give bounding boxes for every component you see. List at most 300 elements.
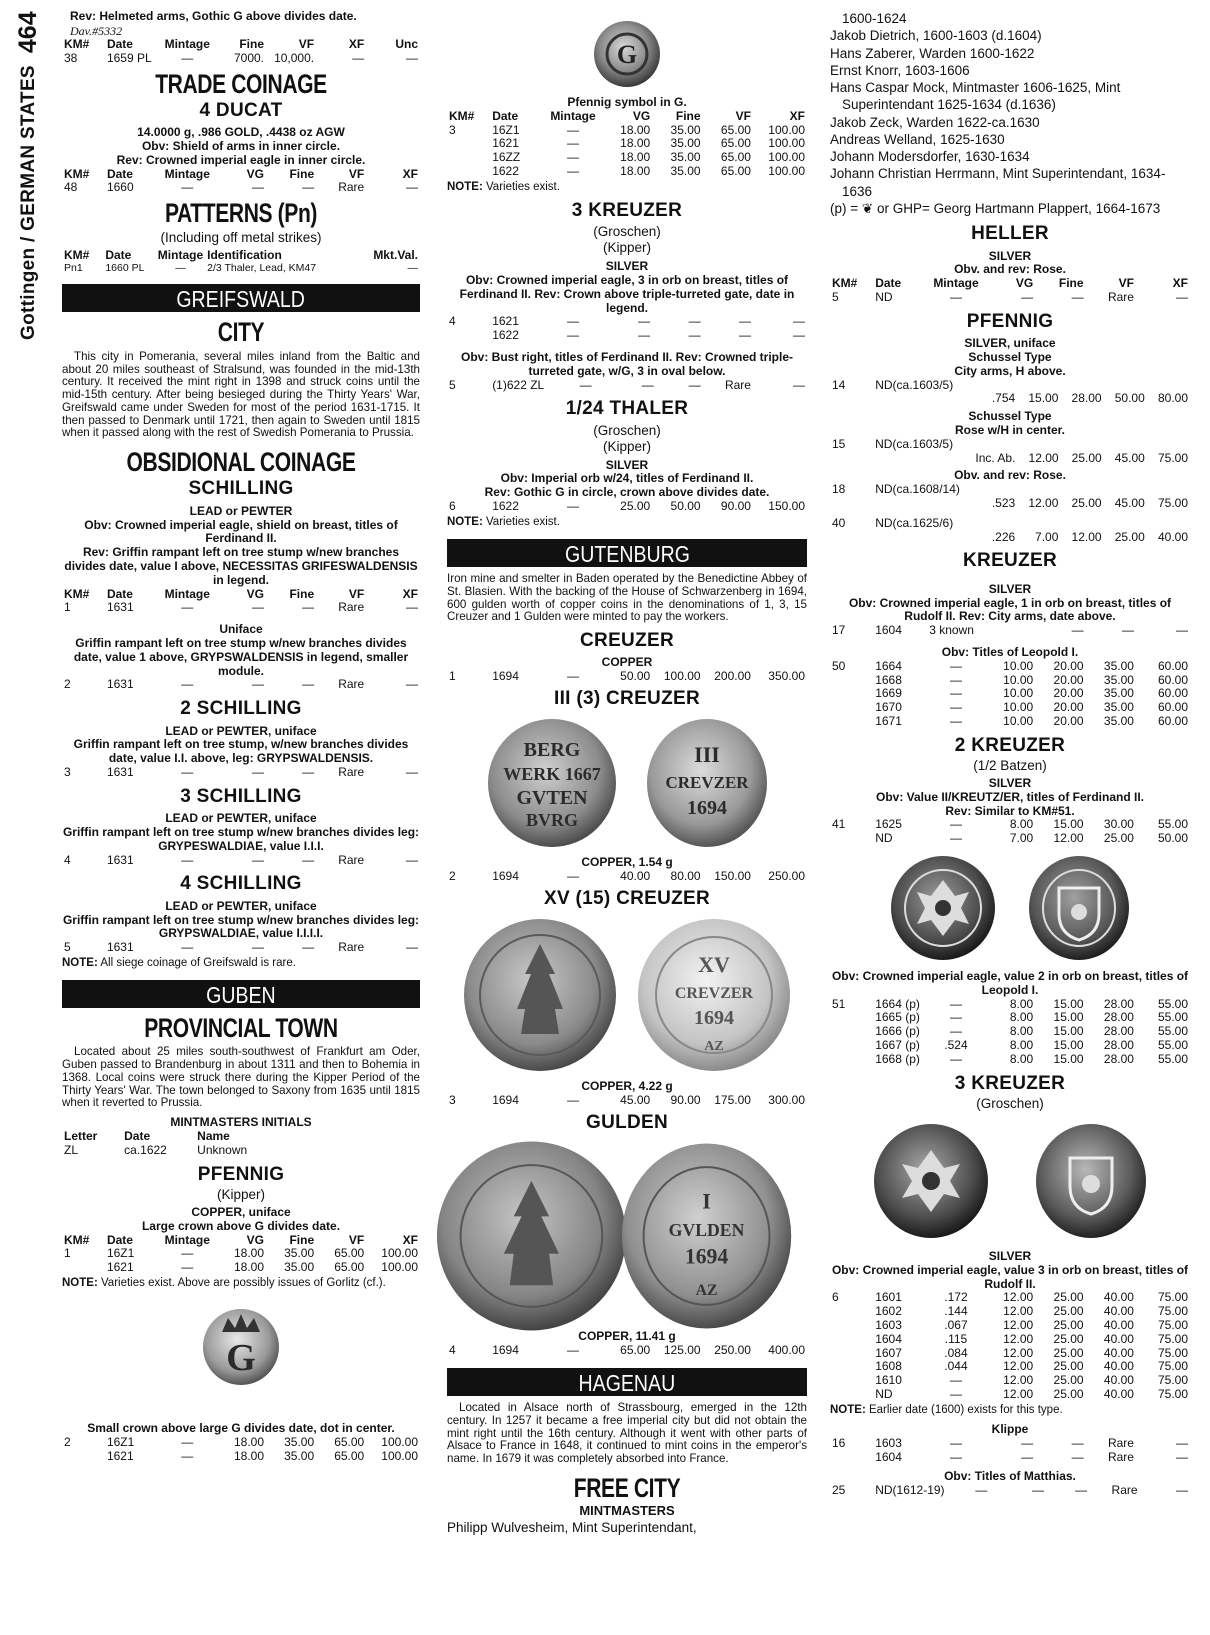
table-header-cell: KM#: [64, 36, 90, 51]
table-header-cell: XF: [402, 166, 418, 181]
table-row: [830, 1025, 1190, 1039]
table-header-row: [62, 38, 420, 52]
varieties-note: NOTE: Varieties exist.: [447, 180, 560, 193]
table-cell: [830, 1319, 873, 1333]
table-row: [830, 1011, 1190, 1025]
table-cell: —: [181, 180, 194, 195]
two-kreuzer-images: [830, 852, 1190, 964]
table-row: [447, 1094, 807, 1108]
table-gutenburg-km3: [447, 1094, 807, 1108]
table-row: [830, 1291, 1190, 1305]
mintmaster-item: Ernst Knorr, 1603-1606: [830, 62, 970, 78]
table-header-cell: Mintage: [933, 276, 979, 291]
table-cell: 10.00: [1003, 672, 1034, 687]
table-cell: 1603: [875, 1317, 902, 1332]
table-cell: —: [949, 1435, 962, 1450]
table-header-cell: Mintage: [157, 247, 204, 262]
table-cell: 50.00: [1157, 831, 1188, 846]
table-cell: —: [688, 328, 701, 343]
table-cell: —: [688, 377, 701, 392]
table-cell: 60.00: [1157, 672, 1188, 687]
table-cell: 1604: [875, 623, 902, 638]
table-cell: 250.00: [714, 1343, 751, 1358]
heller-description: SILVER Obv. and rev: Rose.: [954, 248, 1066, 277]
table-cell: 65.00: [620, 1343, 651, 1358]
table-km18: [830, 483, 1190, 511]
table-row: [447, 870, 807, 884]
table-cell: 8.00: [1009, 1024, 1034, 1039]
table-cell: —: [579, 377, 592, 392]
table-cell: [62, 1450, 105, 1464]
table-cell: 1601: [875, 1290, 902, 1305]
table-guben-km3: [447, 110, 807, 179]
table-cell: 80.00: [670, 869, 701, 884]
table-guben-km1: [62, 1234, 420, 1275]
table-cell: 35.00: [1103, 658, 1134, 673]
table-cell: 18.00: [233, 1448, 265, 1463]
table-cell: 175.00: [714, 1093, 751, 1108]
table-cell: Rare: [338, 852, 365, 867]
table-cell: Rare: [1107, 1449, 1134, 1464]
table-cell: [447, 329, 490, 343]
gutenburg-history: Iron mine and smelter in Baden operated by the Benedictine Abbey of St. Blasien. With the backing of the House of Schwarzenberg in 1694, 600 gulden worth of copper coins in the denominations of 1, 3, 15 Creuzer and 1 Gulden were minted to pay the workers.: [447, 572, 807, 624]
table-header-cell: VG: [246, 166, 265, 181]
table-cell: 1: [64, 1246, 71, 1261]
table-cell: 1694: [492, 1343, 519, 1358]
table-cell: 100.00: [768, 122, 805, 137]
table-header-cell: VF: [348, 586, 365, 601]
table-cell: 14: [832, 377, 846, 392]
table-cell: 200.00: [714, 669, 751, 684]
table-cell: 20.00: [1053, 713, 1084, 728]
table-cell: —: [793, 314, 805, 329]
table-cell: [447, 151, 490, 165]
table-cell: —: [566, 1343, 579, 1358]
table-cell: 12.00: [1071, 529, 1102, 544]
table-cell: —: [181, 1246, 194, 1261]
table-cell: —: [1075, 1483, 1088, 1498]
table-row: [62, 181, 420, 195]
table-cell: —: [566, 122, 579, 137]
table-cell: 65.00: [334, 1260, 365, 1275]
table-cell: 1631: [106, 940, 134, 955]
table-cell: 75.00: [1157, 1331, 1188, 1346]
table-cell: 1621: [106, 1260, 134, 1275]
table-cell: 60.00: [1157, 658, 1188, 673]
table-cell: 1621: [106, 1448, 134, 1463]
table-cell: .226: [991, 529, 1016, 544]
table-header-cell: Date: [106, 166, 133, 181]
table-cell: 75.00: [1157, 1359, 1188, 1374]
table-cell: Rare: [338, 180, 365, 195]
table-cell: —: [181, 677, 194, 692]
table-cell: 12.00: [1003, 1331, 1034, 1346]
table-cell: 90.00: [670, 1093, 701, 1108]
table-cell: —: [793, 328, 805, 343]
table-cell: 8.00: [1009, 1010, 1034, 1025]
two-schilling-description: LEAD or PEWTER, uniface Griffin rampant left on tree stump, w/new branches divides date, value I.I. above, leg: GRYPSWALDENSIS.: [73, 723, 409, 766]
two-kreuzer-sub: (1/2 Batzen): [973, 758, 1047, 774]
table-header-cell: KM#: [64, 586, 90, 601]
table-cell: 1607: [875, 1345, 902, 1360]
table-cell: —: [949, 817, 962, 832]
table-cell: 1671: [875, 713, 902, 728]
table-row: [62, 1144, 277, 1158]
table-guben-km5: [447, 379, 807, 393]
table-cell: —: [949, 1373, 962, 1388]
table-cell: 1669: [875, 686, 902, 701]
table-row: [830, 291, 1190, 305]
table-cell: 5: [449, 377, 456, 392]
table-cell: 20.00: [1053, 686, 1084, 701]
table-header-row: [62, 168, 420, 182]
table-cell: 25.00: [1053, 1373, 1084, 1388]
matthias-description: Obv: Titles of Matthias.: [944, 1469, 1076, 1484]
table-cell: 4: [64, 852, 71, 867]
table-cell: 1665 (p): [875, 1010, 920, 1025]
three-kreuzer-heading: 3 KREUZER: [571, 200, 683, 221]
table-cell: ND(ca.1625/6): [875, 515, 954, 530]
table-cell: 12.00: [1028, 495, 1059, 510]
table-cell: —: [181, 600, 194, 615]
table-cell: 7000.: [233, 50, 265, 65]
table-cell: —: [252, 180, 265, 195]
table-row: [830, 715, 1190, 729]
table-row: [830, 452, 1190, 466]
free-city-heading: FREE CITY: [573, 1472, 681, 1503]
mintmasters-initials-heading: MINTMASTERS INITIALS: [170, 1115, 312, 1130]
column-2: [447, 10, 807, 1536]
table-cell: 5: [64, 940, 71, 955]
table-cell: [62, 1261, 105, 1275]
table-cell: [830, 1388, 873, 1402]
table-cell: 18.00: [233, 1434, 265, 1449]
table-cell: —: [566, 869, 579, 884]
table-cell: Rare: [338, 677, 365, 692]
table-km14: [830, 379, 1190, 407]
svg-text:BERG: BERG: [523, 739, 581, 762]
table-cell: 65.00: [334, 1448, 365, 1463]
two-kreuzer-obverse: [887, 852, 999, 964]
table-cell: —: [566, 328, 579, 343]
guben-banner: GUBEN: [62, 980, 420, 1008]
table-header-cell: Mkt.Val.: [373, 247, 418, 262]
bust-description: Obv: Bust right, titles of Ferdinand II. Rev: Crowned triple-turreted gate, w/G, 3 in oval below.: [460, 350, 793, 378]
table-cell: [830, 1053, 873, 1067]
table-cell: [830, 715, 873, 729]
three-schilling-description: LEAD or PEWTER, uniface Griffin rampant left on tree stump w/new branches divides leg: GRYPESWALDIAE, value I.I.I.: [62, 811, 420, 853]
mintmaster-item: (p) = ❦ or GHP= Georg Hartmann Plappert, 1664-1673: [830, 200, 1161, 216]
table-header-row: [830, 277, 1190, 291]
table-cell: —: [1071, 1435, 1084, 1450]
table-cell: .115: [944, 1331, 968, 1346]
table-cell: 75.00: [1157, 450, 1188, 465]
gutenburg-banner: GUTENBURG: [447, 539, 807, 567]
pfennig-heading-3: PFENNIG: [966, 310, 1054, 332]
table-cell: 18.00: [620, 136, 651, 151]
table-cell: 65.00: [334, 1246, 365, 1261]
table-cell: —: [1176, 289, 1188, 304]
table-cell: 1625: [875, 817, 902, 832]
table-cell: 1622: [492, 499, 519, 514]
table-cell: 65.00: [720, 136, 751, 151]
table-cell: —: [949, 700, 962, 715]
table-cell: .524: [944, 1038, 968, 1053]
table-km17: [830, 624, 1190, 638]
table-km51: [830, 998, 1190, 1067]
table-cell: 30.00: [1103, 817, 1134, 832]
thaler-description: SILVER Obv: Imperial orb w/24, titles of Ferdinand II. Rev: Gothic G in circle, crown above divides date.: [484, 457, 770, 500]
table-header-cell: VG: [246, 1232, 265, 1247]
table-cell: 12.00: [1003, 1317, 1034, 1332]
table-cell: 1660: [106, 180, 134, 195]
table-cell: 45.00: [1114, 450, 1145, 465]
table-cell: 25.00: [1103, 831, 1134, 846]
table-header-cell: Unc: [395, 36, 418, 51]
table-header-cell: KM#: [64, 166, 90, 181]
table-cell: —: [793, 377, 805, 392]
table-row: [830, 1053, 1190, 1067]
table-cell: 6: [449, 499, 456, 514]
table-cell: —: [949, 1010, 962, 1025]
table-cell: 1610: [875, 1373, 902, 1388]
table-header-cell: XF: [402, 586, 418, 601]
table-cell: Inc. Ab.: [975, 450, 1016, 465]
xv-creuzer-heading: XV (15) CREUZER: [543, 888, 711, 910]
table-cell: 1664 (p): [875, 996, 920, 1011]
table-cell: [830, 1451, 873, 1465]
table-cell: —: [1031, 1483, 1044, 1498]
table-row: [830, 674, 1190, 688]
table-cell: 75.00: [1157, 1317, 1188, 1332]
table-row: [447, 315, 807, 329]
table-cell: [830, 1011, 873, 1025]
table-cell: 100.00: [768, 150, 805, 165]
three-schilling-heading: 3 SCHILLING: [180, 785, 302, 807]
table-cell: [447, 137, 490, 151]
table-cell: .084: [944, 1345, 968, 1360]
table-cell: —: [949, 289, 962, 304]
table-cell: 10.00: [1003, 686, 1034, 701]
kreuzer-heading: KREUZER: [963, 550, 1057, 572]
table-cell: 65.00: [720, 163, 751, 178]
table-header-cell: KM#: [832, 276, 858, 291]
table-km41: [830, 818, 1190, 846]
obsidional-heading: OBSIDIONAL COINAGE: [126, 447, 356, 477]
svg-text:G: G: [616, 40, 638, 69]
table-cell: [830, 1374, 873, 1388]
table-row: [62, 262, 420, 274]
table-header-cell: VG: [1015, 276, 1034, 291]
table-cell: Rare: [338, 764, 365, 779]
thaler-sub2: (Kipper): [602, 438, 651, 454]
table-cell: 16Z1: [106, 1434, 135, 1449]
table-cell: 38: [64, 50, 78, 65]
table-cell: 12.00: [1053, 831, 1084, 846]
table-cell: —: [1071, 1449, 1084, 1464]
klippe-heading: Klippe: [991, 1421, 1029, 1436]
hagenau-history: Located in Alsace north of Strassbourg, emerged in the 12th century. In 1257 it became a free imperial city but did not obtain the mint right until the 16th century. Although it went with other parts of Alsace to France in 1648, it continued to mint coins in the emperor's name. In 1679 it was completely absorbed into France.: [447, 1401, 807, 1466]
table-cell: 35.00: [1103, 700, 1134, 715]
table-cell: ND: [875, 831, 893, 846]
table-km50: [830, 660, 1190, 729]
table-cell: 28.00: [1103, 1051, 1134, 1066]
table-cell: 40.00: [1103, 1331, 1134, 1346]
table-cell: 100.00: [381, 1434, 418, 1449]
table-cell: 1694: [492, 669, 519, 684]
table-cell: 100.00: [768, 163, 805, 178]
mintmaster-item: Jakob Dietrich, 1600-1603 (d.1604): [830, 28, 1042, 44]
table-cell: Rare: [1107, 1435, 1134, 1450]
table-cell: —: [406, 940, 418, 955]
side-header: [12, 10, 46, 340]
table-cell: 28.00: [1103, 1024, 1134, 1039]
table-cell: 2: [64, 677, 71, 692]
table-cell: —: [566, 136, 579, 151]
table-header-cell: Identification: [207, 247, 282, 262]
table-cell: 350.00: [768, 669, 805, 684]
table-cell: .067: [944, 1317, 968, 1332]
svg-text:AZ: AZ: [695, 1282, 718, 1300]
table-cell: 28.00: [1103, 1038, 1134, 1053]
table-cell: 12.00: [1003, 1386, 1034, 1401]
table-cell: 1622: [492, 328, 519, 343]
table-cell: 100.00: [768, 136, 805, 151]
three-kreuzer-description: SILVER Obv: Crowned imperial eagle, 3 in orb on breast, titles of Ferdinand II. Rev: Crown above triple-turreted gate, date in legend.: [459, 259, 795, 315]
table-cell: .754: [991, 391, 1016, 406]
table-cell: 45.00: [620, 1093, 651, 1108]
table-cell: 2/3 Thaler, Lead, KM47: [207, 262, 317, 275]
table-header-cell: Date: [875, 276, 902, 291]
table-cell: 300.00: [768, 1093, 805, 1108]
eagle-description: Obv: Crowned imperial eagle, value 2 in orb on breast, titles of Leopold I.: [831, 969, 1189, 997]
table-cell: 15.00: [1028, 391, 1059, 406]
table-cell: .144: [944, 1304, 968, 1319]
table-row: [830, 1484, 1190, 1498]
table-cell: 10,000.: [274, 50, 315, 65]
table-cell: —: [949, 1386, 962, 1401]
table-cell: 1602: [875, 1304, 902, 1319]
table-cell: —: [181, 940, 194, 955]
table-cell: 55.00: [1157, 996, 1188, 1011]
table-cell: Rare: [338, 940, 365, 955]
table-cell: Pn1: [64, 262, 83, 275]
table-cell: —: [302, 180, 315, 195]
table-cell: 6: [832, 1290, 839, 1305]
table-cell: 3: [449, 1093, 456, 1108]
svg-text:1694: 1694: [684, 1245, 729, 1270]
iii-creuzer-reverse: [643, 714, 771, 852]
schilling-description: LEAD or PEWTER Obv: Crowned imperial eagle, shield on breast, titles of Ferdinand II. Rev: Griffin rampant left on tree stump w/new branches divides date, value I above, NECESSITAS GRIFESWALDENSIS in legend.: [64, 503, 418, 587]
column-3: [830, 10, 1190, 1498]
table-km2: [62, 678, 420, 692]
table-cell: —: [566, 314, 579, 329]
table-cell: 1604: [875, 1331, 902, 1346]
table-header-cell: VF: [1118, 276, 1134, 291]
table-cell: 17: [832, 623, 846, 638]
table-cell: 100.00: [381, 1448, 418, 1463]
earlier-date-note: NOTE: Earlier date (1600) exists for this type.: [830, 1403, 1063, 1416]
table-cell: ND(ca.1603/5): [875, 436, 954, 451]
table-row: [447, 1344, 807, 1358]
xv-creuzer-metal: COPPER, 4.22 g: [581, 1079, 673, 1094]
table-cell: —: [181, 1260, 194, 1275]
table-cell: —: [566, 150, 579, 165]
mintmaster-years: 1600-1624: [842, 11, 907, 26]
table-cell: 28.00: [1103, 1010, 1134, 1025]
table-cell: 250.00: [768, 869, 805, 884]
table-cell: 40.00: [1157, 529, 1188, 544]
table-header-cell: Fine: [289, 166, 315, 181]
table-row: [62, 854, 420, 868]
table-cell: 2: [449, 869, 456, 884]
uniface-description: Uniface Griffin rampant left on tree stump w/new branches divides date, value 1 above, GRYPSWALDENSIS in legend, smaller module.: [73, 622, 409, 678]
column-1: [62, 10, 420, 1464]
table-header-cell: Mintage: [164, 36, 210, 51]
table-km5: [62, 941, 420, 955]
table-cell: 12.00: [1028, 450, 1059, 465]
table-cell: 75.00: [1157, 1345, 1188, 1360]
table-cell: 35.00: [284, 1448, 315, 1463]
table-header-cell: VG: [246, 586, 265, 601]
table-cell: ND(ca.1608/14): [875, 482, 960, 497]
table-row: [830, 1333, 1190, 1347]
table-cell: —: [406, 852, 418, 867]
table-guben-km2: [62, 1436, 420, 1464]
table-cell: 15.00: [1053, 817, 1084, 832]
table-header-cell: Mintage: [164, 1232, 210, 1247]
table-cell: 16ZZ: [492, 150, 521, 165]
two-kreuzer-description: SILVER Obv: Value II/KREUTZ/ER, titles of Ferdinand II. Rev: Similar to KM#51.: [875, 776, 1145, 818]
table-cell: 3: [449, 122, 456, 137]
table-cell: 1: [449, 669, 456, 684]
table-gutenburg-km1: [447, 670, 807, 684]
table-cell: 90.00: [720, 499, 751, 514]
gulden-metal: COPPER, 11.41 g: [578, 1329, 676, 1344]
table-cell: —: [975, 1483, 988, 1498]
table-cell: ca.1622: [124, 1142, 167, 1157]
table-cell: 55.00: [1157, 1038, 1188, 1053]
table-cell: 1631: [106, 764, 134, 779]
table-km16: [830, 1437, 1190, 1465]
two-kreuzer-reverse: [1025, 852, 1133, 964]
table-cell: 10.00: [1003, 700, 1034, 715]
three-kreuzer-sub2: (Kipper): [602, 240, 651, 256]
table-header-cell: Fine: [289, 1232, 315, 1247]
table-header-cell: Date: [124, 1129, 151, 1143]
table-cell: 18.00: [233, 1260, 265, 1275]
table-cell: [830, 1025, 873, 1039]
table-cell: 50.00: [1114, 391, 1145, 406]
table-row: [62, 1450, 420, 1464]
table-row: [447, 329, 807, 343]
pfennig-note: NOTE: Varieties exist. Above are possibly issues of Gorlitz (cf.).: [62, 1276, 386, 1289]
table-cell: 75.00: [1157, 1373, 1188, 1388]
table-cell: —: [1176, 623, 1188, 638]
table-header-cell: Date: [106, 1232, 133, 1247]
table-cell: 25.00: [1053, 1317, 1084, 1332]
table-row: [62, 941, 420, 955]
table-cell: 65.00: [334, 1434, 365, 1449]
table-cell: —: [1176, 1483, 1188, 1498]
table-cell: 100.00: [381, 1246, 418, 1261]
table-cell: Rare: [338, 600, 365, 615]
table-km15: [830, 438, 1190, 466]
table-gutenburg-km4: [447, 1344, 807, 1358]
table-cell: .044: [944, 1359, 968, 1374]
table-row: [830, 483, 1190, 497]
table-cell: —: [641, 377, 654, 392]
